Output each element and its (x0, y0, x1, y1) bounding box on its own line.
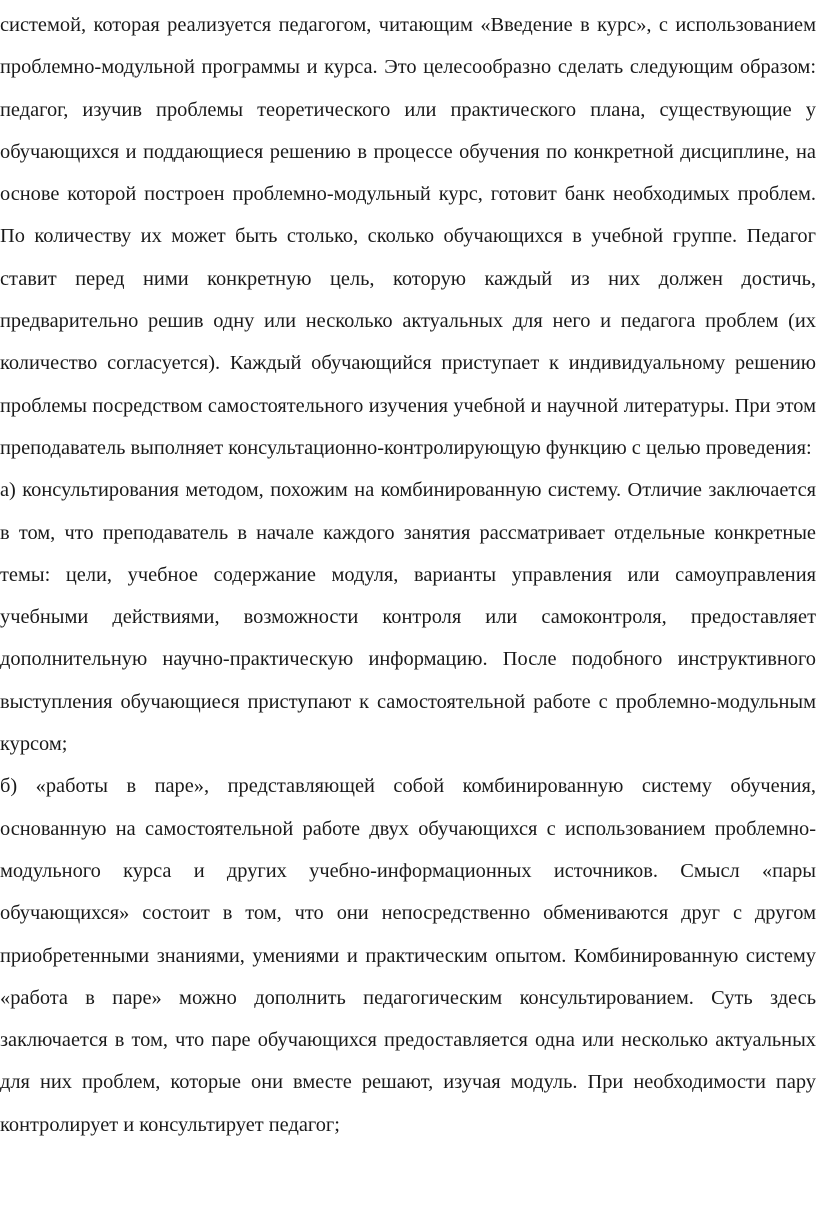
paragraph-item-a: а) консультирования методом, похожим на комбинированную систему. Отличие заключается в том, что преподаватель в начале каждого занятия рассматривает отдельные конкретные темы: цели, учебное содержание модуля, варианты управления или самоуправления учебными действиями, возможности контроля или самоконтроля, предоставляет дополнительную научно-практическую информацию. После подобного инструктивного выступления обучающиеся приступают к самостоятельной работе с проблемно-модульным курсом; (0, 479, 816, 756)
paragraph-intro: системой, которая реализуется педагогом, читающим «Введение в курс», с использованием проблемно-модульной программы и курса. Это целесообразно сделать следующим образом: педагог, изучив проблемы теоретического или практического плана, существующие у обучающихся и поддающиеся решению в процессе обучения по конкретной дисциплине, на основе которой построен проблемно-модульный курс, готовит банк необходимых проблем. По количеству их может быть столько, сколько обучающихся в учебной группе. Педагог ставит перед ними конкретную цель, которую каждый из них должен достичь, предварительно решив одну или несколько актуальных для него и педагога проблем (их количество согласуется). Каждый обучающийся приступает к индивидуальному решению проблемы посредством самостоятельного изучения учебной и научной литературы. При этом преподаватель выполняет консультационно-контролирующую функцию с целью проведения: (0, 14, 816, 459)
paragraph-item-b: б) «работы в паре», представляющей собой комбинированную систему обучения, основанную на самостоятельной работе двух обучающихся с использованием проблемно-модульного курса и других учебно-информационных источников. Смысл «пары обучающихся» состоит в том, что они непосредственно обмениваются друг с другом приобретенными знаниями, умениями и практическим опытом. Комбинированную систему «работа в паре» можно дополнить педагогическим консультированием. Суть здесь заключается в том, что паре обучающихся предоставляется одна или несколько актуальных для них проблем, которые они вместе решают, изучая модуль. При необходимости пару контролирует и консультирует педагог; (0, 775, 816, 1136)
